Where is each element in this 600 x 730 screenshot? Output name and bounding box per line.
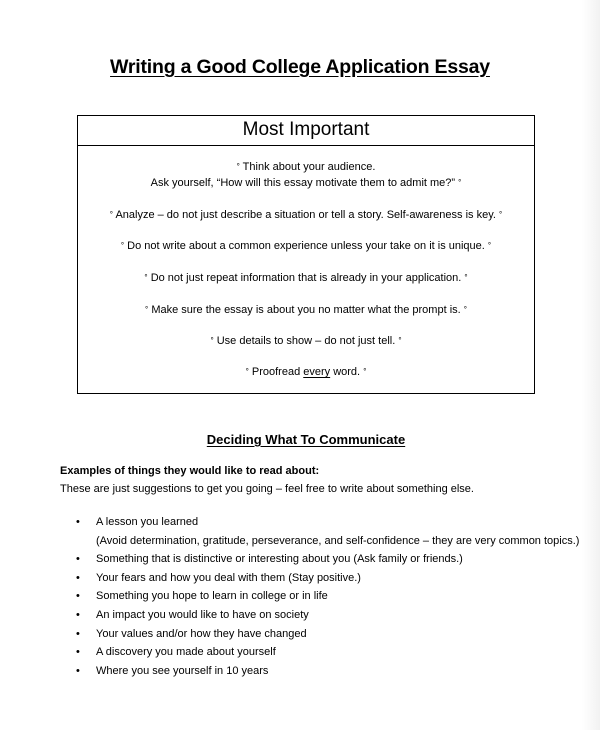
tip-text: Analyze – do not just describe a situation or tell a story. Self-awareness is key. [115, 209, 496, 221]
section-heading: Deciding What To Communicate [206, 432, 406, 447]
bullet-icon: ° [463, 305, 467, 314]
bullet-dot-icon: • [76, 590, 80, 603]
bullet-icon: ° [398, 336, 402, 345]
bullet-icon: ° [210, 336, 214, 345]
list-item [0, 625, 600, 644]
bullet-icon: ° [144, 273, 148, 282]
list-item [0, 569, 600, 588]
bullet-dot-icon: • [76, 608, 80, 621]
list-item-text: An impact you would like to have on society [96, 608, 309, 621]
tip-7 [78, 364, 534, 380]
most-important-heading: Most Important [242, 119, 370, 140]
bullet-dot-icon: • [76, 627, 80, 640]
tip-6 [78, 333, 534, 349]
bullet-dot-icon: • [76, 571, 80, 584]
list-item [0, 587, 600, 606]
tip-emphasis: every [303, 366, 331, 378]
examples-intro: These are just suggestions to get you going – feel free to write about something else. [60, 483, 474, 495]
list-item-text: Your values and/or how they have changed [96, 627, 307, 640]
tip-4 [78, 270, 534, 286]
list-item-text: Your fears and how you deal with them (Stay positive.) [96, 571, 361, 584]
bullet-dot-icon: • [76, 516, 80, 528]
tip-2 [78, 207, 534, 223]
bullet-icon: ° [458, 178, 462, 187]
tip-text: Proofread [251, 366, 304, 378]
tip-3 [78, 238, 534, 254]
topic-list [0, 513, 600, 680]
most-important-box [77, 115, 535, 394]
list-item [0, 643, 600, 662]
bullet-icon: ° [109, 210, 113, 219]
list-item [0, 532, 600, 551]
bullet-icon: ° [236, 162, 240, 171]
bullet-dot-icon: • [76, 646, 80, 659]
tip-text: Make sure the essay is about you no matter what the prompt is. [151, 304, 461, 316]
bullet-icon: ° [464, 273, 468, 282]
tip-text: Do not write about a common experience unless your take on it is unique. [127, 240, 485, 252]
box-divider [78, 145, 534, 146]
bullet-dot-icon: • [76, 664, 80, 677]
examples-label: Examples of things they would like to read about: [60, 465, 320, 477]
list-item [0, 550, 600, 569]
tip-text: Think about your audience. [242, 161, 376, 173]
tip-text: Do not just repeat information that is already in your application. [150, 272, 462, 284]
tip-text: Use details to show – do not just tell. [216, 335, 396, 347]
list-item-text: (Avoid determination, gratitude, perseverance, and self-confidence – they are very common topics.) [96, 534, 580, 547]
list-item-text: A lesson you learned [96, 516, 199, 528]
bullet-icon: ° [363, 367, 367, 376]
list-item-text: A discovery you made about yourself [96, 646, 276, 659]
tip-5 [78, 302, 534, 318]
tip-text-end: word. [330, 366, 361, 378]
document-title: Writing a Good College Application Essay [110, 56, 490, 78]
tip-1 [78, 159, 534, 191]
list-item [0, 662, 600, 681]
bullet-icon: ° [499, 210, 503, 219]
bullet-icon: ° [487, 241, 492, 250]
tip-text-line2: Ask yourself, “How will this essay motivate them to admit me?” [150, 177, 456, 189]
list-item-text: Something that is distinctive or interesting about you (Ask family or friends.) [96, 553, 463, 566]
bullet-icon: ° [245, 367, 249, 376]
bullet-icon: ° [120, 241, 125, 250]
bullet-icon: ° [145, 305, 149, 314]
list-item-text: Something you hope to learn in college or in life [96, 590, 328, 603]
list-item [0, 606, 600, 625]
list-item-text: Where you see yourself in 10 years [96, 664, 269, 677]
list-item [0, 513, 600, 532]
bullet-dot-icon: • [76, 553, 80, 566]
